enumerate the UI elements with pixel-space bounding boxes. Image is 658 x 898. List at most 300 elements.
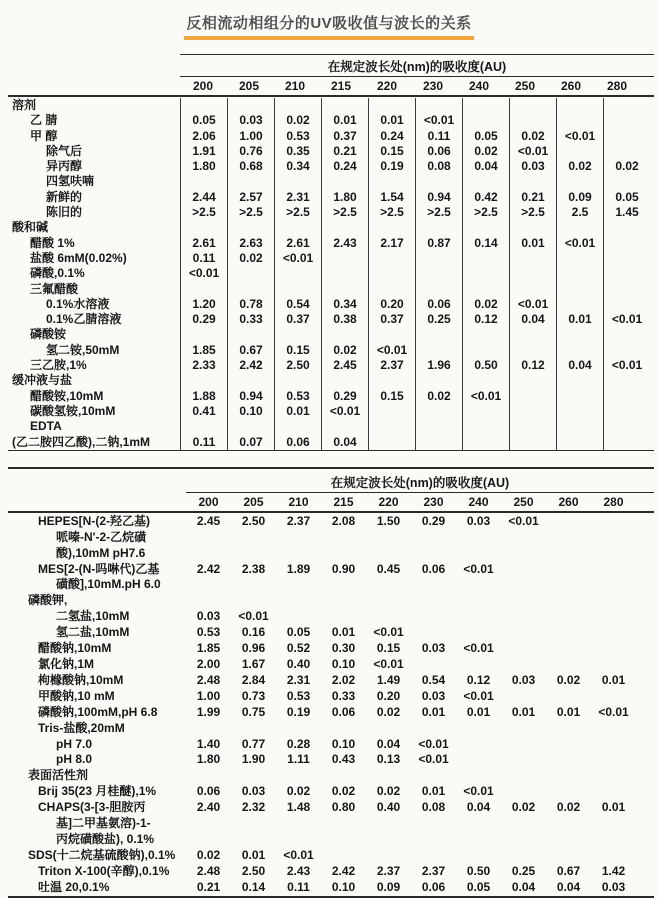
absorbance-cell: 2.43: [321, 236, 368, 251]
absorbance-cell: 0.19: [368, 159, 415, 174]
absorbance-cell: [276, 721, 321, 737]
absorbance-cell: [556, 266, 603, 281]
absorbance-cell: <0.01: [603, 312, 650, 327]
table-row: [8, 593, 654, 609]
absorbance-cell: [556, 404, 603, 419]
absorbance-cell: 0.01: [511, 704, 536, 719]
row-label-line: 盐酸 6mM(0.02%): [30, 250, 127, 265]
absorbance-cell: 0.04: [509, 312, 556, 327]
absorbance-cell: [546, 625, 591, 641]
row-label: [8, 220, 180, 235]
absorbance-cell: 0.03: [601, 879, 626, 894]
absorbance-cell: 0.11: [415, 129, 462, 144]
absorbance-cell: [368, 373, 415, 388]
absorbance-cell: [556, 113, 603, 128]
absorbance-cell: <0.01: [556, 236, 603, 251]
absorbance-cell: [509, 327, 556, 342]
absorbance-cell: 0.53: [286, 688, 311, 703]
absorbance-cell: [231, 721, 276, 737]
absorbance-cell: [274, 98, 321, 113]
absorbance-cell: 0.01: [331, 625, 356, 640]
wavelength-tick: 230: [423, 494, 444, 509]
absorbance-cell: [462, 282, 509, 297]
row-label-line: 醋酸铵,10mM: [30, 388, 104, 403]
absorbance-cell: 2.45: [196, 513, 221, 528]
absorbance-cell: 0.05: [466, 879, 491, 894]
table-row: [8, 848, 654, 864]
table-row: [8, 159, 654, 174]
absorbance-cell: [603, 373, 650, 388]
row-label: [8, 641, 186, 657]
row-label: [8, 737, 186, 753]
row-label-line: EDTA: [30, 419, 62, 434]
table-row: [8, 327, 654, 342]
absorbance-cell: 2.45: [321, 358, 368, 373]
table-row: [8, 641, 654, 657]
table-row: [8, 312, 654, 327]
absorbance-cell: 0.11: [180, 419, 227, 450]
absorbance-cell: 2.48: [196, 672, 221, 687]
absorbance-cell: <0.01: [321, 404, 368, 419]
absorbance-cell: [501, 848, 546, 864]
absorbance-cell: [368, 98, 415, 113]
wavelength-tick: 205: [243, 494, 264, 509]
table-row: [8, 144, 654, 159]
row-label: [8, 404, 180, 419]
absorbance-cell: 1.80: [180, 159, 227, 174]
table-row: [8, 113, 654, 128]
row-label-line: 磺酸],10mM.pH 6.0: [56, 577, 161, 592]
absorbance-cell: 2.32: [241, 800, 266, 815]
wavelength-tick: 250: [514, 79, 536, 93]
absorbance-cell: 2.50: [241, 513, 266, 528]
absorbance-cell: [462, 404, 509, 419]
row-label: [8, 419, 180, 450]
absorbance-cell: [509, 113, 556, 128]
absorbance-cell: 2.61: [274, 236, 321, 251]
absorbance-cell: [321, 98, 368, 113]
absorbance-cell: [411, 848, 456, 864]
row-label-line: 甲酸钠,10 mM: [38, 688, 115, 703]
absorbance-cell: 0.45: [376, 561, 401, 576]
absorbance-cell: [368, 266, 415, 281]
row-label: [8, 768, 186, 784]
absorbance-cell: 1.96: [415, 358, 462, 373]
absorbance-cell: [231, 768, 276, 784]
table-row: [8, 266, 654, 281]
absorbance-cell: >2.5: [462, 205, 509, 220]
absorbance-cell: 0.01: [274, 404, 321, 419]
absorbance-cell: 0.01: [556, 312, 603, 327]
table-body: [8, 97, 654, 451]
absorbance-cell: [603, 282, 650, 297]
absorbance-cell: [556, 389, 603, 404]
absorbance-cell: [227, 327, 274, 342]
absorbance-cell: [415, 266, 462, 281]
absorbance-cell: 0.53: [274, 389, 321, 404]
absorbance-cell: [274, 266, 321, 281]
absorbance-cell: 0.24: [321, 159, 368, 174]
row-label-line: SDS(十二烷基硫酸钠),0.1%: [28, 847, 176, 862]
absorbance-cell: [415, 220, 462, 235]
absorbance-cell: [321, 282, 368, 297]
wavelength-tick: 215: [330, 79, 352, 93]
row-label: [8, 174, 180, 189]
row-label-line: 醋酸 1%: [30, 235, 75, 250]
absorbance-cell: 0.08: [421, 800, 446, 815]
absorbance-cell: [501, 752, 546, 768]
table-row: [8, 190, 654, 205]
absorbance-table-solvents: [8, 54, 654, 451]
absorbance-cell: [366, 768, 411, 784]
row-label: [8, 657, 186, 673]
absorbance-cell: [501, 593, 546, 609]
absorbance-cell: [276, 768, 321, 784]
absorbance-cell: [321, 721, 366, 737]
table-row: [8, 419, 654, 450]
absorbance-cell: [462, 174, 509, 189]
absorbance-cell: 0.03: [196, 609, 221, 624]
absorbance-cell: [603, 327, 650, 342]
absorbance-cell: [546, 514, 591, 562]
absorbance-cell: 2.43: [286, 863, 311, 878]
absorbance-cell: 0.02: [509, 129, 556, 144]
table-row: [8, 358, 654, 373]
absorbance-cell: [411, 593, 456, 609]
absorbance-cell: [501, 768, 546, 784]
row-label-line: 三乙胺,1%: [30, 358, 87, 373]
absorbance-cell: [546, 784, 591, 800]
absorbance-cell: 0.05: [180, 113, 227, 128]
absorbance-cell: 0.24: [368, 129, 415, 144]
absorbance-cell: [321, 174, 368, 189]
absorbance-cell: 0.68: [227, 159, 274, 174]
absorbance-cell: 0.02: [376, 704, 401, 719]
absorbance-cell: 0.94: [415, 190, 462, 205]
absorbance-cell: [501, 689, 546, 705]
absorbance-cell: [227, 282, 274, 297]
row-label: [8, 358, 180, 373]
absorbance-cell: [456, 768, 501, 784]
absorbance-cell: 0.08: [415, 159, 462, 174]
table-row: [8, 251, 654, 266]
absorbance-cell: 2.02: [331, 672, 356, 687]
absorbance-cell: 0.02: [556, 800, 581, 815]
absorbance-cell: 0.04: [556, 358, 603, 373]
row-label-line: 氢二铵,50mM: [46, 342, 120, 357]
wavelength-tick: 200: [198, 494, 219, 509]
absorbance-cell: [274, 220, 321, 235]
absorbance-cell: [591, 784, 636, 800]
absorbance-cell: 0.90: [331, 561, 356, 576]
absorbance-cell: 0.01: [421, 704, 446, 719]
absorbance-cell: [603, 129, 650, 144]
absorbance-cell: [456, 657, 501, 673]
absorbance-cell: [603, 343, 650, 358]
absorbance-cell: 0.78: [227, 297, 274, 312]
row-label: [8, 266, 180, 281]
absorbance-cell: 0.02: [415, 389, 462, 404]
absorbance-cell: [546, 848, 591, 864]
row-label: [8, 343, 180, 358]
row-label-line: 除气后: [46, 143, 83, 158]
absorbance-cell: [321, 251, 368, 266]
table-row: [8, 220, 654, 235]
wavelength-tick: 215: [333, 494, 354, 509]
absorbance-cell: [501, 737, 546, 753]
absorbance-cell: 0.25: [415, 312, 462, 327]
absorbance-cell: <0.01: [373, 656, 404, 671]
absorbance-cell: 2.33: [180, 358, 227, 373]
absorbance-cell: 0.21: [509, 190, 556, 205]
table-header: [8, 471, 654, 513]
row-label-line: 哌嗪-N'-2-乙烷磺: [56, 529, 147, 544]
row-label: [8, 312, 180, 327]
row-label-line: 三氟醋酸: [30, 281, 79, 296]
absorbance-cell: 0.03: [511, 672, 536, 687]
header-spacer: [8, 54, 180, 95]
row-label: [8, 514, 186, 562]
row-label-line: (乙二胺四乙酸),二钠,1mM: [12, 434, 151, 449]
row-label-line: 乙 腈: [30, 113, 58, 128]
row-label-line: Brij 35(23 月桂醚),1%: [38, 784, 157, 799]
absorbance-cell: 2.37: [421, 863, 446, 878]
row-label-line: CHAPS(3-[3-胆胺丙: [38, 800, 146, 815]
absorbance-cell: 0.41: [180, 404, 227, 419]
absorbance-cell: 1.80: [321, 190, 368, 205]
absorbance-cell: 0.01: [241, 847, 266, 862]
absorbance-cell: [501, 641, 546, 657]
absorbance-cell: [368, 419, 415, 450]
wavelength-tick-row: [186, 493, 654, 511]
absorbance-cell: [415, 373, 462, 388]
absorbance-cell: 0.14: [462, 236, 509, 251]
absorbance-cell: [501, 721, 546, 737]
row-label-line: 酸和碱: [12, 220, 49, 235]
absorbance-cell: 0.01: [321, 113, 368, 128]
wavelength-tick: 200: [192, 79, 214, 93]
row-label-line: 吐温 20,0.1%: [38, 879, 110, 894]
absorbance-cell: 1.20: [180, 297, 227, 312]
absorbance-cell: [591, 848, 636, 864]
absorbance-cell: 0.37: [368, 312, 415, 327]
absorbance-cell: 2.06: [180, 129, 227, 144]
row-label: [8, 236, 180, 251]
absorbance-cell: [509, 282, 556, 297]
absorbance-cell: [591, 657, 636, 673]
absorbance-cell: 0.38: [321, 312, 368, 327]
absorbance-cell: [321, 848, 366, 864]
absorbance-cell: 2.17: [368, 236, 415, 251]
absorbance-cell: [227, 266, 274, 281]
absorbance-cell: [603, 98, 650, 113]
page-title: 反相流动相组分的UV吸收值与波长的关系: [184, 12, 473, 40]
absorbance-cell: <0.01: [598, 704, 629, 719]
row-label-line: 甲 醇: [30, 128, 58, 143]
absorbance-cell: 2.37: [368, 358, 415, 373]
absorbance-cell: [462, 266, 509, 281]
absorbance-cell: <0.01: [463, 641, 494, 656]
absorbance-cell: 0.25: [511, 863, 536, 878]
table-row: [8, 673, 654, 689]
absorbance-cell: 0.15: [274, 343, 321, 358]
wavelength-tick: 205: [238, 79, 260, 93]
absorbance-cell: 0.01: [466, 704, 491, 719]
absorbance-cell: [462, 113, 509, 128]
absorbance-cell: [556, 419, 603, 450]
row-label: [8, 297, 180, 312]
absorbance-cell: 0.54: [421, 672, 446, 687]
wavelength-tick: 220: [378, 494, 399, 509]
absorbance-cell: 0.43: [331, 752, 356, 767]
absorbance-cell: >2.5: [415, 205, 462, 220]
absorbance-cell: 2.38: [241, 561, 266, 576]
absorbance-cell: [556, 251, 603, 266]
row-label: [8, 129, 180, 144]
absorbance-cell: 1.54: [368, 190, 415, 205]
absorbance-cell: 0.40: [286, 656, 311, 671]
row-label: [8, 689, 186, 705]
absorbance-cell: 1.11: [287, 752, 310, 767]
row-label: [8, 721, 186, 737]
absorbance-cell: 0.02: [331, 784, 356, 799]
row-label: [8, 593, 186, 609]
table-row: [8, 625, 654, 641]
absorbance-cell: 1.48: [286, 800, 311, 815]
row-label-line: HEPES[N-(2-羟乙基): [38, 513, 151, 528]
absorbance-cell: [556, 343, 603, 358]
row-label: [8, 864, 186, 880]
absorbance-cell: [603, 113, 650, 128]
absorbance-cell: [411, 609, 456, 625]
row-label-line: 氢二盐,10mM: [56, 625, 130, 640]
absorbance-cell: 0.01: [368, 113, 415, 128]
absorbance-cell: 0.15: [376, 641, 401, 656]
absorbance-cell: 0.33: [331, 688, 356, 703]
absorbance-cell: 0.10: [331, 736, 356, 751]
absorbance-cell: <0.01: [603, 358, 650, 373]
absorbance-cell: [368, 327, 415, 342]
absorbance-cell: [546, 609, 591, 625]
absorbance-cell: 1.85: [196, 641, 221, 656]
wavelength-tick-row: [180, 77, 654, 95]
absorbance-cell: 0.02: [603, 159, 650, 174]
absorbance-cell: [321, 327, 368, 342]
absorbance-cell: >2.5: [227, 205, 274, 220]
absorbance-cell: <0.01: [274, 251, 321, 266]
absorbance-cell: [274, 282, 321, 297]
absorbance-cell: 0.09: [556, 190, 603, 205]
absorbance-cell: 0.29: [421, 513, 446, 528]
absorbance-cell: [509, 343, 556, 358]
table-row: [8, 129, 654, 144]
row-label-line: 枸橼酸钠,10mM: [38, 672, 124, 687]
absorbance-cell: 0.04: [511, 879, 536, 894]
absorbance-cell: [276, 609, 321, 625]
table-body: [8, 513, 654, 898]
absorbance-cell: 0.06: [421, 561, 446, 576]
absorbance-cell: [180, 282, 227, 297]
absorbance-cell: [180, 98, 227, 113]
absorbance-cell: >2.5: [368, 205, 415, 220]
absorbance-cell: 2.57: [227, 190, 274, 205]
absorbance-cell: [456, 625, 501, 641]
absorbance-cell: [180, 174, 227, 189]
absorbance-cell: [227, 373, 274, 388]
absorbance-cell: [368, 251, 415, 266]
absorbance-cell: 0.34: [274, 159, 321, 174]
absorbance-cell: <0.01: [238, 609, 269, 624]
absorbance-cell: [227, 220, 274, 235]
absorbance-cell: [556, 327, 603, 342]
absorbance-cell: 0.02: [274, 113, 321, 128]
absorbance-cell: 0.02: [462, 297, 509, 312]
row-label: [8, 784, 186, 800]
absorbance-cell: 2.31: [286, 672, 311, 687]
row-label-line: 二氢盐,10mM: [56, 609, 130, 624]
row-label-line: Triton X-100(辛醇),0.1%: [38, 863, 170, 878]
absorbance-cell: [591, 689, 636, 705]
absorbance-cell: 0.09: [376, 879, 401, 894]
absorbance-cell: 2.61: [180, 236, 227, 251]
row-label: [8, 848, 186, 864]
row-label-line: 表面活性剂: [28, 768, 89, 783]
absorbance-cell: <0.01: [463, 688, 494, 703]
table-row: [8, 297, 654, 312]
absorbance-cell: <0.01: [509, 297, 556, 312]
row-label-line: 碳酸氢铵,10mM: [30, 403, 116, 418]
absorbance-cell: 1.40: [196, 736, 221, 751]
absorbance-cell: 0.02: [511, 800, 536, 815]
wavelength-tick: 260: [560, 79, 582, 93]
absorbance-cell: 0.13: [376, 752, 401, 767]
absorbance-cell: 1.42: [601, 863, 626, 878]
row-label-line: 溶剂: [12, 98, 37, 112]
absorbance-cell: [462, 220, 509, 235]
row-label: [8, 251, 180, 266]
absorbance-cell: 0.02: [556, 159, 603, 174]
wavelength-tick: 230: [422, 79, 444, 93]
row-label: [8, 673, 186, 689]
row-label: [8, 880, 186, 896]
absorbance-cell: [180, 327, 227, 342]
row-label-line: Tris-盐酸,20mM: [38, 720, 125, 735]
row-label-line: 0.1%乙腈溶液: [46, 312, 122, 327]
absorbance-cell: [509, 373, 556, 388]
absorbance-cell: 0.75: [241, 704, 266, 719]
row-label-line: pH 7.0: [56, 736, 93, 751]
table-row: [8, 343, 654, 358]
wavelength-tick: 280: [603, 494, 624, 509]
table-row: [8, 373, 654, 388]
absorbance-cell: 0.19: [286, 704, 311, 719]
absorbance-cell: [411, 721, 456, 737]
row-label: [8, 625, 186, 641]
absorbance-cell: 0.06: [331, 704, 356, 719]
absorbance-cell: [546, 562, 591, 594]
absorbance-cell: <0.01: [556, 129, 603, 144]
table-row: [8, 784, 654, 800]
absorbance-cell: [546, 737, 591, 753]
absorbance-cell: <0.01: [368, 343, 415, 358]
absorbance-cell: 0.52: [286, 641, 311, 656]
absorbance-cell: [415, 404, 462, 419]
absorbance-cell: [415, 419, 462, 450]
absorbance-cell: 0.30: [331, 641, 356, 656]
absorbance-cell: [591, 768, 636, 784]
row-label: [8, 562, 186, 594]
absorbance-cell: 1.45: [603, 205, 650, 220]
